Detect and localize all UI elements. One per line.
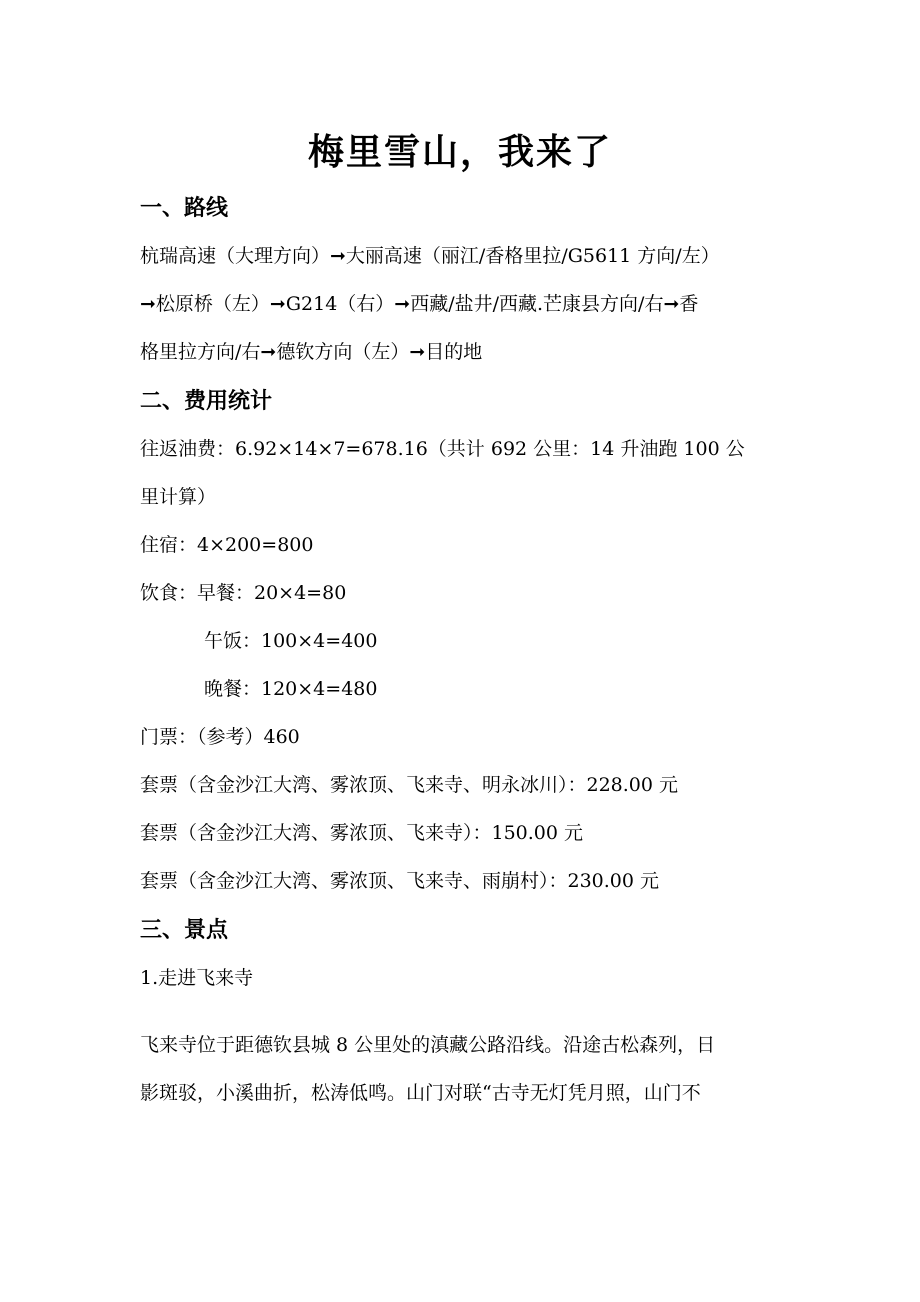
cost-food-lunch-line: 午饭：100×4=400	[204, 630, 378, 652]
cost-package-line: 套票（含金沙江大湾、雾浓顶、飞来寺）：150.00 元	[140, 822, 584, 844]
cost-ticket-line: 门票：（参考）460	[140, 726, 300, 748]
cost-food-breakfast-line: 饮食：早餐：20×4=80	[140, 582, 347, 604]
cost-lodging-line: 住宿：4×200=800	[140, 534, 314, 556]
attraction-paragraph-line: 飞来寺位于距德钦县城 8 公里处的滇藏公路沿线。沿途古松森列，日	[140, 1034, 716, 1056]
document-title: 梅里雪山，我来了	[307, 131, 612, 173]
cost-package-line: 套票（含金沙江大湾、雾浓顶、飞来寺、雨崩村）：230.00 元	[140, 870, 660, 892]
cost-package-line: 套票（含金沙江大湾、雾浓顶、飞来寺、明永冰川）：228.00 元	[140, 774, 679, 796]
cost-fuel-line: 往返油费：6.92×14×7=678.16（共计 692 公里：14 升油跑 100 公	[140, 438, 745, 460]
route-line: ➞松原桥（左）➞G214（右）➞西藏/盐井/西藏.芒康县方向/右➞香	[140, 293, 699, 315]
section-heading-route: 一、路线	[140, 195, 229, 221]
attraction-subheading: 1.走进飞来寺	[140, 967, 254, 989]
route-line: 格里拉方向/右➞德钦方向（左）➞目的地	[140, 341, 483, 363]
section-heading-attractions: 三、景点	[140, 917, 229, 943]
cost-fuel-line: 里计算）	[140, 486, 217, 508]
route-line: 杭瑞高速（大理方向）➞大丽高速（丽江/香格里拉/G5611 方向/左）	[140, 245, 720, 267]
cost-food-dinner-line: 晚餐：120×4=480	[204, 678, 378, 700]
section-heading-costs: 二、费用统计	[140, 388, 273, 414]
attraction-paragraph-line: 影斑驳，小溪曲折，松涛低鸣。山门对联“古寺无灯凭月照，山门不	[140, 1082, 701, 1104]
